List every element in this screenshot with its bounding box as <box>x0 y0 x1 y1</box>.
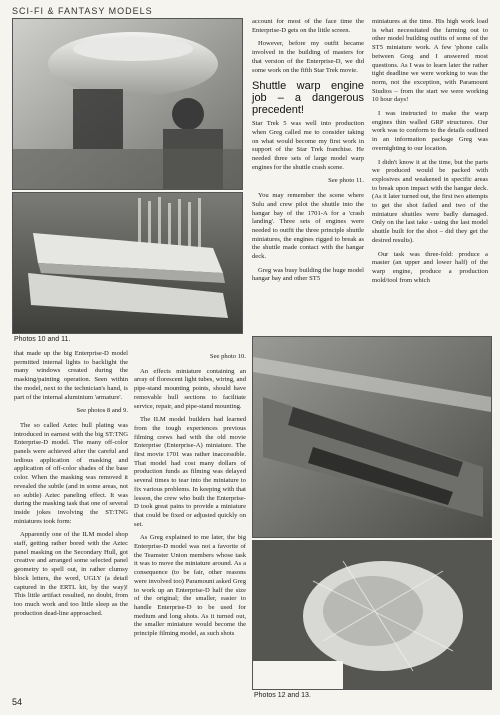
photo-13-image <box>253 541 491 689</box>
page-number: 54 <box>12 697 23 707</box>
running-header: SCI-FI & FANTASY MODELS <box>12 6 153 16</box>
mid-see-photo-11: See photo 11. <box>328 177 364 185</box>
mid-see-photo-10: See photo 10. <box>209 353 246 360</box>
caption-photos-12-13: Photos 12 and 13. <box>254 692 311 699</box>
column-mid-lower <box>134 350 246 644</box>
left-para-3: Apparently one of the ILM model shop staff, getting rather bored with the Aztec panel masking on the Secondary Hull, got creative and arranged some selected panel geometry to spell out, in rather clumsy block letters, the word, UGLY (a detail captured in the ERTL kit, by the way)! This little artifact resulted, no doubt, from too much work and too little sleep as the production dead-line approached. <box>14 531 128 617</box>
mid-para-4: You may remember the scene where Sulu and crew pilot the shuttle into the hangar bay of the 1701-A for a 'crash landing'. Three sets of engines were needed to outfit the three principle shuttle miniatures, the engines rigged to break as the shuttle made contact with the hangar deck. <box>252 192 364 261</box>
mid-para-8: As Greg explained to me later, the big Enterprise-D model was not a favorite of the Teamster Union members whose task it was to move the miniature around. As a consequence (to be fair, other reasons were involved too) Paramount asked Greg to work up an Enterprise-D half the size of the original; the smaller, easier to handle Enterprise-D to be used for medium and long shots. As it turned out, the smaller miniature would become the principle filming model, as such shots <box>134 534 246 638</box>
right-para-3: I didn't know it at the time, but the parts we produced would be packed with explosives and weakened in specific areas to break upon impact with the hangar deck. (As it later turned out, the first two attempts to get the shot failed and two of the miniature shuttles were badly damaged. Only on the last take - using the last model shuttle built for the shot – did they get the desired results). <box>372 158 488 244</box>
mid-para-5: Greg was busy building the huge model hangar bay and other ST5 <box>252 266 364 283</box>
mid-para-3: Star Trek 5 was well into production when Greg called me to consider taking on what would become my first work in support of the Star Trek franchise. He needed three sets of large model warp engines for the shuttle crash scene. <box>252 120 364 171</box>
photo-12 <box>252 336 492 538</box>
photo-10 <box>12 18 243 190</box>
section-heading: Shuttle warp engine job – a dangerous precedent! <box>252 80 364 117</box>
mid-para-1: account for most of the face time the Enterprise-D gets on the little screen. <box>252 18 364 34</box>
caption-photos-10-11: Photos 10 and 11. <box>14 336 71 343</box>
photo-12-image <box>253 337 491 537</box>
photo-11-image <box>13 193 242 333</box>
mid-para-6: An effects miniature containing an array of florescent light tubes, wiring, and pipe-stand mounting points, should have removable hull sections to facilitate service, repair, and pipe-stand mounting. <box>134 367 246 410</box>
right-para-2: I was instructed to make the warp engines thin walled GRP structures. Our work was to conform to the details outlined in an information package Greg was overnighting to our location. <box>372 110 488 152</box>
column-left <box>14 350 128 623</box>
mid-para-7: The ILM model builders had learned from the tough experiences previous filming crews had with the old movie Enterprise (Enterprise-A) miniature. The first movie 1701 was rather inaccessible. That model had cost many dollars of production funds as filming was delayed several times to tear into the miniature to fix various problems. In keeping with that lesson, the crew who built the Enterprise-D took great pains to provide a miniature that could be fixed or adjusted quickly on set. <box>134 416 246 528</box>
photo-13 <box>252 540 492 690</box>
left-see-photos-8-9: See photos 8 and 9. <box>76 407 128 415</box>
photo-11 <box>12 192 243 334</box>
right-para-4: Our task was three-fold: produce a master (an upper and lower half) of the warp engine, produce a production mold/tool from which <box>372 250 488 284</box>
mid-para-2: However, before my outfit became involved in the building of masters for that version of the Enterprise-D, we did some work on the fifth Star Trek movie. <box>252 40 364 74</box>
column-right <box>372 18 488 290</box>
left-para-1: that made up the big Enterprise-D model permitted internal lights to backlight the many windows created during the masking/painting operation. Seen within the model, next to the technician's hand, is part of the internal aluminium 'armature'. <box>14 350 128 401</box>
photo-10-image <box>13 19 242 189</box>
column-mid-upper <box>252 18 364 289</box>
left-para-2: The so called Aztec hull plating was introduced in earnest with the big ST:TNG Enterprise-D model. The many off-color panels were achieved after the careful and tedious application of masking and application of off-color shades of the base color. When the masking was removed it revealed the subtle (and in some areas, not so subtle) Aztec paneling effect. It was during the masking task that one of several inside jokes involving the ST:TNG miniatures took form: <box>14 421 128 525</box>
right-para-1: miniatures at the time. His high work load is what necessitated the farming out to other model building outfits of some of the ST5 miniature work. A few 'phone calls between Greg and I answered most questions. As I was to learn later the rather tight deadline we were working to was the norm, not the exception, with Paramount Studios – from the start we were working 10 hour days! <box>372 18 488 104</box>
